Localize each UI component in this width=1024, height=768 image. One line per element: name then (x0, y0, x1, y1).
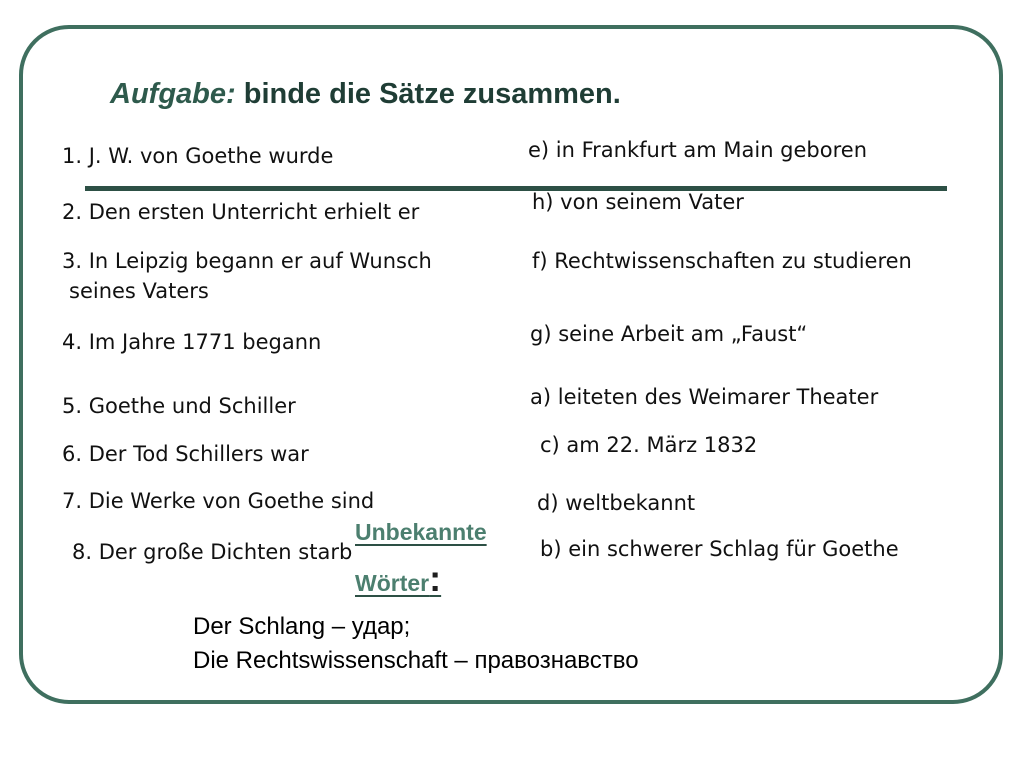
sentence-5: 5. Goethe und Schiller (62, 394, 296, 418)
sentence-1: 1. J. W. von Goethe wurde (62, 144, 334, 168)
unknown-words-label: Wörter (355, 570, 430, 596)
sentence-6: 6. Der Tod Schillers war (62, 442, 309, 466)
ending-e: e) in Frankfurt am Main geboren (528, 138, 868, 162)
unknown-words-colon: : (429, 558, 442, 599)
sentence-4: 4. Im Jahre 1771 begann (62, 330, 322, 354)
rounded-frame (19, 25, 1003, 704)
ending-b: b) ein schwerer Schlag für Goethe (540, 537, 899, 561)
ending-d: d) weltbekannt (537, 491, 696, 515)
sentence-8: 8. Der große Dichten starb (72, 540, 353, 564)
sentence-7: 7. Die Werke von Goethe sind (62, 489, 375, 513)
unknown-words-heading-line2 (355, 558, 442, 599)
ending-f: f) Rechtwissenschaften zu studieren (532, 249, 912, 273)
vocab-entry-2: Die Rechtswissenschaft – правознавство (193, 647, 639, 674)
title-prefix: Aufgabe: (110, 78, 236, 110)
sentence-3-continuation: seines Vaters (69, 279, 209, 303)
sentence-3: 3. In Leipzig begann er auf Wunsch (62, 249, 432, 273)
ending-a: a) leiteten des Weimarer Theater (530, 385, 879, 409)
ending-c: c) am 22. März 1832 (540, 433, 758, 457)
title-text: binde die Sätze zusammen. (243, 78, 621, 110)
page-title (110, 78, 621, 111)
sentence-2: 2. Den ersten Unterricht erhielt er (62, 200, 420, 224)
vocab-entry-1: Der Schlang – удар; (193, 613, 411, 640)
unknown-words-heading-line1: Unbekannte (355, 519, 487, 545)
ending-g: g) seine Arbeit am „Faust“ (530, 322, 808, 346)
ending-h: h) von seinem Vater (532, 190, 744, 214)
divider-line (85, 186, 947, 191)
